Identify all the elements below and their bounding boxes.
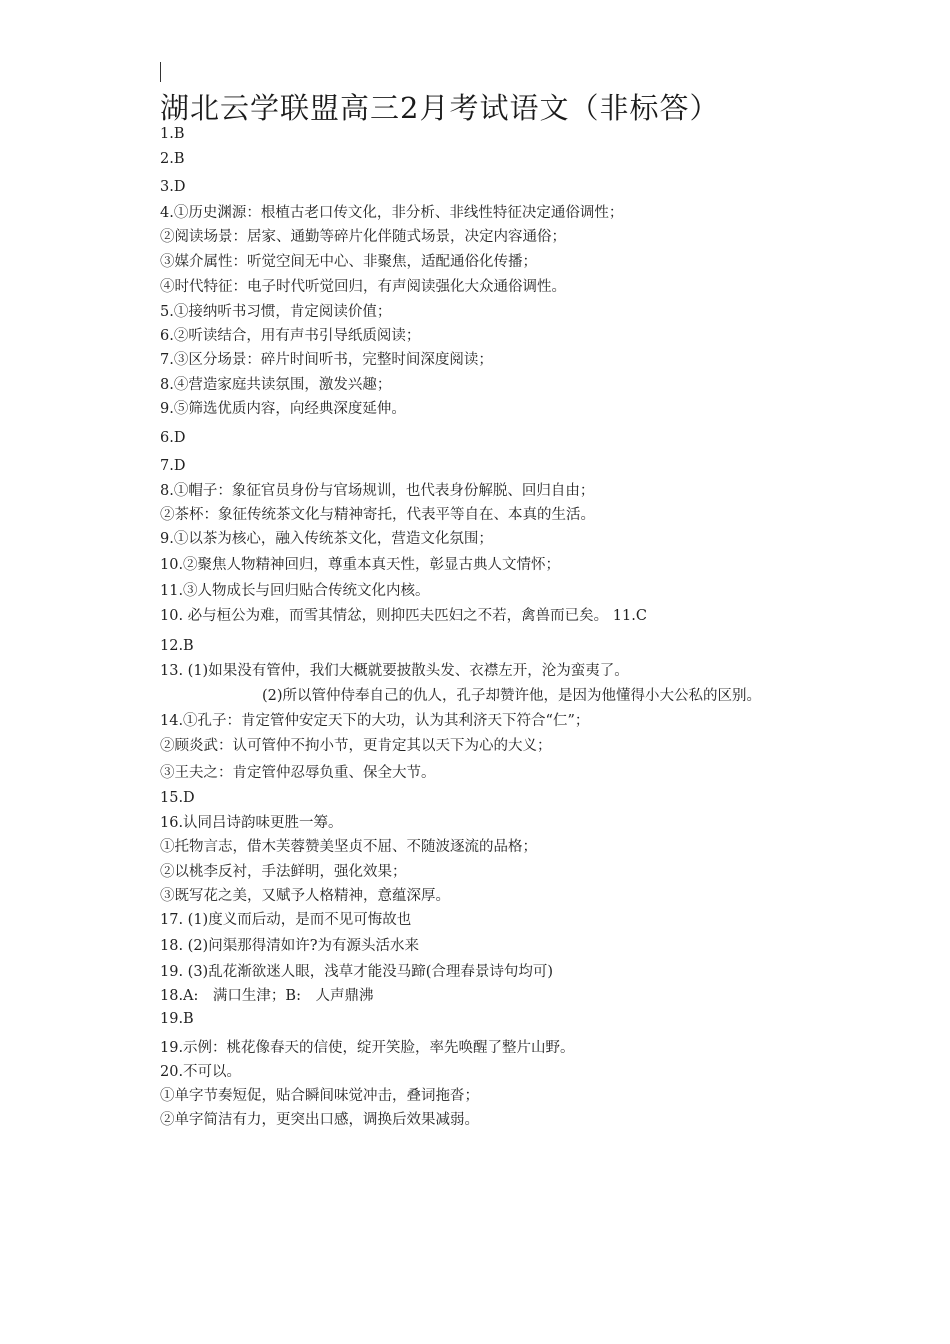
- answer-line: 6.②听读结合，用有声书引导纸质阅读；: [160, 328, 421, 344]
- answer-line: 10.②聚焦人物精神回归，尊重本真天性，彰显古典人文情怀；: [160, 557, 561, 573]
- answer-line: 18. (2)问渠那得清如许?为有源头活水来: [160, 938, 419, 954]
- answer-line: 11.③人物成长与回归贴合传统文化内核。: [160, 583, 430, 599]
- answer-line: 7.③区分场景：碎片时间听书，完整时间深度阅读；: [160, 352, 493, 368]
- answer-line: ④时代特征：电子时代听觉回归，有声阅读强化大众通俗调性。: [160, 279, 566, 295]
- answer-line: ②阅读场景：居家、通勤等碎片化伴随式场景，决定内容通俗；: [160, 229, 566, 245]
- answer-line: 10. 必与桓公为难，而雪其情忿，则抑匹夫匹妇之不若，禽兽而已矣。 11.C: [160, 608, 647, 624]
- answer-line: ①单字节奏短促，贴合瞬间味觉冲击，叠词拖沓；: [160, 1088, 479, 1104]
- answer-line: 13. (1)如果没有管仲，我们大概就要披散头发、衣襟左开，沦为蛮夷了。: [160, 663, 629, 679]
- answer-line: 9.①以茶为核心，融入传统茶文化，营造文化氛围；: [160, 531, 493, 547]
- answer-line: 16.认同吕诗韵味更胜一筹。: [160, 815, 343, 831]
- answer-line: 17. (1)度义而后动，是而不见可悔故也: [160, 912, 412, 928]
- answer-line: 19.示例：桃花像春天的信使，绽开笑脸，率先唤醒了整片山野。: [160, 1040, 575, 1056]
- answer-line: 19.B: [160, 1011, 194, 1027]
- answer-line: 18.A: 满口生津；B: 人声鼎沸: [160, 988, 374, 1004]
- answer-line: 7.D: [160, 458, 186, 474]
- document-title: 湖北云学联盟高三2月考试语文（非标答）: [160, 91, 720, 125]
- answer-line: 9.⑤筛选优质内容，向经典深度延伸。: [160, 401, 406, 417]
- answer-line: 20.不可以。: [160, 1064, 242, 1080]
- answer-line: 15.D: [160, 790, 195, 806]
- answer-line: 14.①孔子：肯定管仲安定天下的大功，认为其利济天下符合“仁”；: [160, 713, 590, 729]
- answer-line: 8.④营造家庭共读氛围，激发兴趣；: [160, 377, 392, 393]
- answer-line: ②顾炎武：认可管仲不拘小节，更肯定其以天下为心的大义；: [160, 738, 552, 754]
- text-cursor: [160, 62, 161, 82]
- answer-line: 2.B: [160, 151, 185, 167]
- answer-line: 1.B: [160, 126, 185, 142]
- answer-line: 19. (3)乱花渐欲迷人眼，浅草才能没马蹄(合理春景诗句均可): [160, 964, 554, 980]
- answer-line: ③媒介属性：听觉空间无中心、非聚焦，适配通俗化传播；: [160, 254, 537, 270]
- answer-line: ②茶杯：象征传统茶文化与精神寄托，代表平等自在、本真的生活。: [160, 507, 595, 523]
- answer-line: ①托物言志，借木芙蓉赞美坚贞不屈、不随波逐流的品格；: [160, 839, 537, 855]
- answer-line: (2)所以管仲侍奉自己的仇人，孔子却赞许他，是因为他懂得小大公私的区别。: [262, 688, 762, 704]
- answer-line: ③王夫之：肯定管仲忍辱负重、保全大节。: [160, 765, 436, 781]
- answer-line: 6.D: [160, 430, 186, 446]
- answer-line: 5.①接纳听书习惯，肯定阅读价值；: [160, 304, 392, 320]
- answer-line: ③既写花之美，又赋予人格精神，意蕴深厚。: [160, 888, 450, 904]
- answer-line: 12.B: [160, 638, 194, 654]
- answer-line: 4.①历史渊源：根植古老口传文化，非分析、非线性特征决定通俗调性；: [160, 205, 624, 221]
- answer-line: 3.D: [160, 179, 186, 195]
- answer-line: ②以桃李反衬，手法鲜明，强化效果；: [160, 864, 407, 880]
- answer-line: ②单字简洁有力，更突出口感，调换后效果减弱。: [160, 1112, 479, 1128]
- answer-line: 8.①帽子：象征官员身份与官场规训，也代表身份解脱、回归自由；: [160, 483, 595, 499]
